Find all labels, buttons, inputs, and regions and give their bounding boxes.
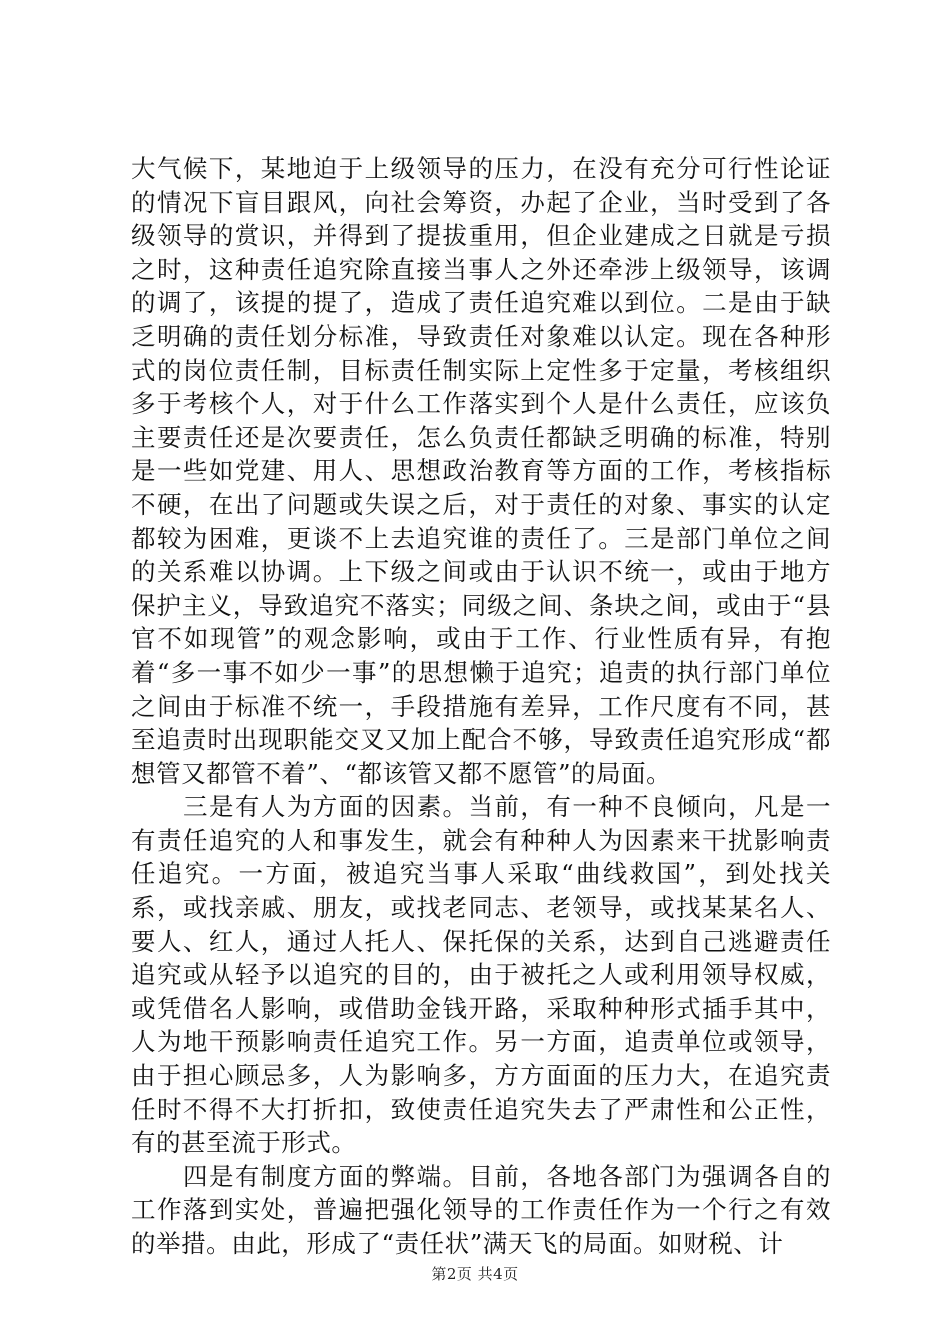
paragraph-continuation: 大气候下，某地迫于上级领导的压力，在没有充分可行性论证的情况下盲目跟风，向社会筹资，办起了企业，当时受到了各级领导的赏识，并得到了提拔重用，但企业建成之日就是亏损之时，这种责任追究除直接当事人之外还牵涉上级领导，该调的调了，该提的提了，造成了责任追究难以到位。二是由于缺乏明确的责任划分标准，导致责任对象难以认定。现在各种形式的岗位责任制，目标责任制实际上定性多于定量，考核组织多于考核个人，对于什么工作落实到个人是什么责任，应该负主要责任还是次要责任，怎么负责任都缺乏明确的标准，特别是一些如党建、用人、思想政治教育等方面的工作，考核指标不硬，在出了问题或失误之后，对于责任的对象、事实的认定都较为困难，更谈不上去追究谁的责任了。三是部门单位之间的关系难以协调。上下级之间或由于认识不统一，或由于地方保护主义，导致追究不落实；同级之间、条块之间，或由于“县官不如现管”的观念影响，或由于工作、行业性质有异，有抱着“多一事不如少一事”的思想懒于追究；追责的执行部门单位之间由于标准不统一，手段措施有差异，工作尺度有不同，甚至追责时出现职能交叉又加上配合不够，导致责任追究形成“都想管又都管不着”、“都该管又都不愿管”的局面。 bbox=[131, 154, 832, 788]
document-body bbox=[131, 152, 831, 1261]
paragraph-system-drawbacks: 四是有制度方面的弊端。目前，各地各部门为强调各自的工作落到实处，普遍把强化领导的工作责任作为一个行之有效的举措。由此，形成了“责任状”满天飞的局面。如财税、计 bbox=[131, 1161, 831, 1258]
page-number-footer: 第2页 共4页 bbox=[431, 1265, 519, 1283]
paragraph-human-factors: 三是有人为方面的因素。当前，有一种不良倾向，凡是一有责任追究的人和事发生，就会有种种人为因素来干扰影响责任追究。一方面，被追究当事人采取“曲线救国”，到处找关系，或找亲戚、朋友，或找老同志、老领导，或找某某名人、要人、红人，通过人托人、保托保的关系，达到自己逃避责任追究或从轻予以追究的目的，由于被托之人或利用领导权威，或凭借名人影响，或借助金钱开路，采取种种形式插手其中，人为地干预影响责任追究工作。另一方面，追责单位或领导，由于担心顾忌多，人为影响多，方方面面的压力大，在追究责任时不得不大打折扣，致使责任追究失去了严肃性和公正性，有的甚至流于形式。 bbox=[131, 792, 831, 1158]
